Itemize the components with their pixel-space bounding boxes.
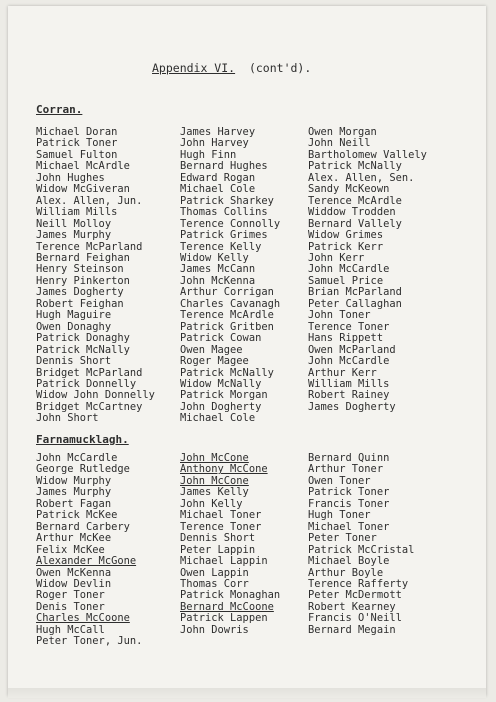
name-entry: Alexander McGone xyxy=(36,555,137,568)
name-entry: William Mills xyxy=(36,206,118,219)
name-entry: Widow McGiveran xyxy=(36,183,130,196)
name-entry: Patrick Sharkey xyxy=(180,194,274,207)
name-entry: Michael Toner xyxy=(180,509,262,522)
name-entry: Hugh Toner xyxy=(308,509,371,522)
name-entry: John McCardle xyxy=(36,452,118,464)
name-entry: Terence Kelly xyxy=(180,240,262,253)
name-entry: Widdow Trodden xyxy=(308,206,396,219)
name-entry: Terence McParland xyxy=(36,240,143,253)
name-entry: James Murphy xyxy=(36,486,112,499)
name-entry: Owen Donaghy xyxy=(36,320,112,333)
corran-column-1 xyxy=(36,127,155,425)
name-entry: James Murphy xyxy=(36,229,112,242)
name-entry: Patrick Donaghy xyxy=(36,332,130,345)
name-entry: Patrick Gritben xyxy=(180,320,274,333)
page-title xyxy=(152,61,311,75)
name-entry: Robert Feighan xyxy=(36,297,124,310)
name-entry: Bernard McCoone xyxy=(180,600,274,613)
name-entry: Owen Morgan xyxy=(308,126,377,138)
name-entry: Patrick Kerr xyxy=(308,240,384,253)
name-entry: Terence Toner xyxy=(180,520,262,533)
name-entry: Owen Magee xyxy=(180,343,243,356)
name-entry: Sandy McKeown xyxy=(308,183,390,196)
appendix-heading-suffix: (cont'd). xyxy=(248,61,312,75)
name-entry: John Kerr xyxy=(308,251,365,264)
name-entry: Michael Boyle xyxy=(308,555,390,568)
name-entry: Dennis Short xyxy=(36,355,112,368)
name-entry: John Toner xyxy=(308,309,371,322)
name-entry: Patrick McNally xyxy=(180,366,274,379)
appendix-heading: Appendix VI. xyxy=(152,61,236,75)
name-entry: Bernard Quinn xyxy=(308,452,390,464)
name-entry: Widow John Donnelly xyxy=(36,389,155,402)
name-entry: James Harvey xyxy=(180,126,256,138)
name-entry: John McCone xyxy=(180,474,249,487)
name-entry: James McCann xyxy=(180,263,256,276)
name-entry: Henry Pinkerton xyxy=(36,274,130,287)
name-entry: John McCardle xyxy=(308,263,390,276)
name-entry: John Harvey xyxy=(180,137,249,150)
name-entry: Patrick Donnelly xyxy=(36,377,137,390)
name-entry: Bernard Carbery xyxy=(36,520,130,533)
name-entry: Anthony McCone xyxy=(180,463,268,476)
name-entry: Terence McArdle xyxy=(180,309,274,322)
name-entry: Widow McNally xyxy=(180,377,262,390)
name-entry: Felix McKee xyxy=(36,543,105,556)
name-entry: Widow Murphy xyxy=(36,474,112,487)
name-entry: George Rutledge xyxy=(36,463,130,476)
name-entry: John Dowris xyxy=(180,623,249,636)
name-entry: Terence Rafferty xyxy=(308,577,409,590)
name-entry: Michael Toner xyxy=(308,520,390,533)
name-entry: Terence Toner xyxy=(308,320,390,333)
name-entry: Bernard Hughes xyxy=(180,160,268,173)
name-entry: Francis Toner xyxy=(308,497,390,510)
name-entry: Bernard Feighan xyxy=(36,251,130,264)
name-entry: Arthur Kerr xyxy=(308,366,377,379)
farnamucklagh-column-2 xyxy=(180,453,280,636)
name-entry: John Dogherty xyxy=(180,400,262,413)
name-entry: Patrick Toner xyxy=(36,137,118,150)
name-entry: Roger Toner xyxy=(36,589,105,602)
name-entry: Terence McArdle xyxy=(308,194,402,207)
name-entry: John Kelly xyxy=(180,497,243,510)
name-entry: Peter Toner xyxy=(308,532,377,545)
name-entry: Widow Grimes xyxy=(308,229,384,242)
name-entry: Alex. Allen, Sen. xyxy=(308,171,415,184)
name-entry: Michael Cole xyxy=(180,412,256,425)
name-entry: Hugh Finn xyxy=(180,148,237,161)
name-entry: Bernard Megain xyxy=(308,623,396,636)
name-entry: Michael Lappin xyxy=(180,555,268,568)
name-entry: Brian McParland xyxy=(308,286,402,299)
name-entry: Patrick Grimes xyxy=(180,229,268,242)
name-entry: Francis O'Neill xyxy=(308,612,402,625)
farnamucklagh-column-3 xyxy=(308,453,414,636)
name-entry: Widow Kelly xyxy=(180,251,249,264)
name-entry: Hans Rippett xyxy=(308,332,384,345)
name-entry: Robert Kearney xyxy=(308,600,396,613)
name-entry: Patrick Lappen xyxy=(180,612,268,625)
name-entry: Michael Cole xyxy=(180,183,256,196)
name-entry: Henry Steinson xyxy=(36,263,124,276)
name-entry: Thomas Corr xyxy=(180,577,249,590)
name-entry: Owen Toner xyxy=(308,474,371,487)
name-entry: Bridget McCartney xyxy=(36,400,143,413)
name-entry: Charles Cavanagh xyxy=(180,297,281,310)
name-entry: Hugh McCall xyxy=(36,623,105,636)
name-entry: Dennis Short xyxy=(180,532,256,545)
name-entry: James Kelly xyxy=(180,486,249,499)
name-entry: Arthur Boyle xyxy=(308,566,384,579)
name-entry: Patrick Toner xyxy=(308,486,390,499)
name-entry: Roger Magee xyxy=(180,355,249,368)
section-heading-corran: Corran. xyxy=(36,103,83,116)
name-entry: James Dogherty xyxy=(36,286,124,299)
name-entry: Arthur Corrigan xyxy=(180,286,274,299)
name-entry: Patrick McNally xyxy=(36,343,130,356)
name-entry: Bernard Vallely xyxy=(308,217,402,230)
name-entry: Owen McKenna xyxy=(36,566,112,579)
name-entry: Owen Lappin xyxy=(180,566,249,579)
name-entry: William Mills xyxy=(308,377,390,390)
name-entry: Samuel Price xyxy=(308,274,384,287)
name-entry: Widow Devlin xyxy=(36,577,112,590)
corran-column-2 xyxy=(180,127,280,425)
name-entry: Patrick Monaghan xyxy=(180,589,281,602)
farnamucklagh-column-1 xyxy=(36,453,142,648)
name-entry: Robert Rainey xyxy=(308,389,390,402)
name-entry: Peter Lappin xyxy=(180,543,256,556)
name-entry: Patrick McCristal xyxy=(308,543,415,556)
name-entry: John Hughes xyxy=(36,171,105,184)
name-entry: Patrick Cowan xyxy=(180,332,262,345)
name-entry: Bartholomew Vallely xyxy=(308,148,427,161)
name-entry: John Neill xyxy=(308,137,371,150)
name-entry: John McCone xyxy=(180,452,249,464)
name-entry: Patrick McNally xyxy=(308,160,402,173)
section-heading-farnamucklagh: Farnamucklagh. xyxy=(36,433,129,446)
name-entry: Peter Callaghan xyxy=(308,297,402,310)
name-entry: Samuel Fulton xyxy=(36,148,118,161)
corran-column-3 xyxy=(308,127,427,413)
name-entry: John Short xyxy=(36,412,99,425)
name-entry: Peter Toner, Jun. xyxy=(36,635,143,648)
name-entry: Terence Connolly xyxy=(180,217,281,230)
name-entry: Patrick McKee xyxy=(36,509,118,522)
name-entry: Alex. Allen, Jun. xyxy=(36,194,143,207)
name-entry: Neill Molloy xyxy=(36,217,112,230)
name-entry: Michael Doran xyxy=(36,126,118,138)
name-entry: Arthur McKee xyxy=(36,532,112,545)
name-entry: Michael McArdle xyxy=(36,160,130,173)
name-entry: John McKenna xyxy=(180,274,256,287)
name-entry: Hugh Maguire xyxy=(36,309,112,322)
page-edge-shadow xyxy=(8,688,486,698)
document-page xyxy=(8,6,486,696)
name-entry: Peter McDermott xyxy=(308,589,402,602)
name-entry: Edward Rogan xyxy=(180,171,256,184)
name-entry: John McCardle xyxy=(308,355,390,368)
name-entry: Bridget McParland xyxy=(36,366,143,379)
name-entry: Robert Fagan xyxy=(36,497,112,510)
name-entry: Thomas Collins xyxy=(180,206,268,219)
name-entry: Owen McParland xyxy=(308,343,396,356)
name-entry: Patrick Morgan xyxy=(180,389,268,402)
name-entry: Denis Toner xyxy=(36,600,105,613)
name-entry: Arthur Toner xyxy=(308,463,384,476)
name-entry: Charles McCoone xyxy=(36,612,130,625)
name-entry: James Dogherty xyxy=(308,400,396,413)
